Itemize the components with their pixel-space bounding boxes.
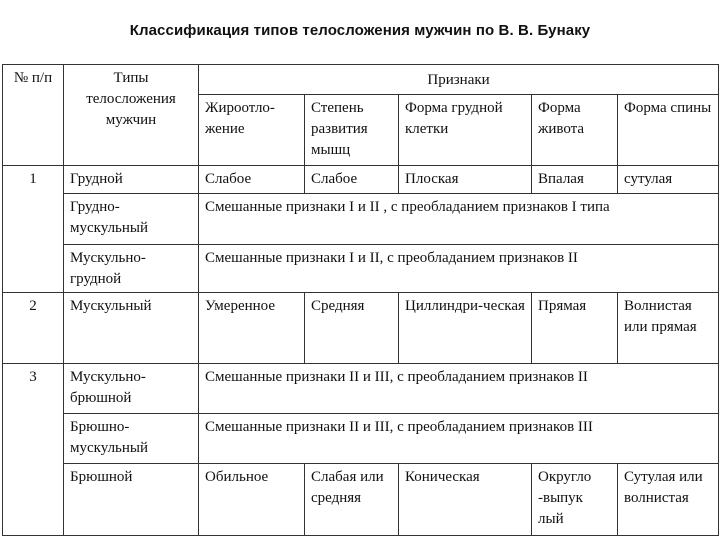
cell-back: сутулая bbox=[618, 166, 719, 194]
header-signs: Признаки bbox=[199, 65, 719, 95]
table-row bbox=[3, 293, 719, 364]
row-num: 3 bbox=[3, 364, 64, 414]
cell-mixed: Смешанные признаки II и III, с преобладанием признаков II bbox=[199, 364, 719, 414]
table-row bbox=[3, 166, 719, 194]
row-num bbox=[3, 464, 64, 536]
row-type: Грудной bbox=[64, 166, 199, 194]
row-num: 1 bbox=[3, 166, 64, 194]
row-type: Грудно-мускульный bbox=[64, 194, 199, 245]
cell-belly: Впалая bbox=[532, 166, 618, 194]
cell-muscle: Слабая или средняя bbox=[305, 464, 399, 536]
row-num bbox=[3, 245, 64, 293]
row-type: Мускульно-грудной bbox=[64, 245, 199, 293]
row-num: 2 bbox=[3, 293, 64, 364]
header-col-muscle: Степень развития мышц bbox=[305, 95, 399, 166]
cell-muscle: Средняя bbox=[305, 293, 399, 364]
cell-fat: Обильное bbox=[199, 464, 305, 536]
cell-mixed: Смешанные признаки II и III, с преобладанием признаков III bbox=[199, 414, 719, 464]
cell-chest: Коническая bbox=[399, 464, 532, 536]
row-num bbox=[3, 194, 64, 245]
table-row bbox=[3, 464, 719, 536]
header-col-belly: Форма живота bbox=[532, 95, 618, 166]
header-row bbox=[3, 65, 719, 95]
table-row bbox=[3, 245, 719, 293]
row-type: Мускульно-брюшной bbox=[64, 364, 199, 414]
cell-back: Волнистая или прямая bbox=[618, 293, 719, 364]
cell-belly: Прямая bbox=[532, 293, 618, 364]
cell-chest: Плоская bbox=[399, 166, 532, 194]
body-type-table bbox=[2, 64, 719, 536]
cell-muscle: Слабое bbox=[305, 166, 399, 194]
header-col-back: Форма спины bbox=[618, 95, 719, 166]
cell-belly: Округло -выпук лый bbox=[532, 464, 618, 536]
row-type: Брюшно-мускульный bbox=[64, 414, 199, 464]
table-row bbox=[3, 194, 719, 245]
table-row bbox=[3, 364, 719, 414]
cell-fat: Умеренное bbox=[199, 293, 305, 364]
header-col-chest: Форма грудной клетки bbox=[399, 95, 532, 166]
table-row bbox=[3, 414, 719, 464]
cell-chest: Циллиндри-ческая bbox=[399, 293, 532, 364]
cell-back: Сутулая или волнистая bbox=[618, 464, 719, 536]
header-types: Типы телосложения мужчин bbox=[64, 65, 199, 166]
header-num: № п/п bbox=[3, 65, 64, 166]
row-num bbox=[3, 414, 64, 464]
cell-mixed: Смешанные признаки I и II, с преобладанием признаков II bbox=[199, 245, 719, 293]
header-col-fat: Жироотло-жение bbox=[199, 95, 305, 166]
cell-mixed: Смешанные признаки I и II , с преобладанием признаков I типа bbox=[199, 194, 719, 245]
row-type: Брюшной bbox=[64, 464, 199, 536]
table-title: Классификация типов телосложения мужчин по В. В. Бунаку bbox=[129, 22, 591, 39]
cell-fat: Слабое bbox=[199, 166, 305, 194]
row-type: Мускульный bbox=[64, 293, 199, 364]
